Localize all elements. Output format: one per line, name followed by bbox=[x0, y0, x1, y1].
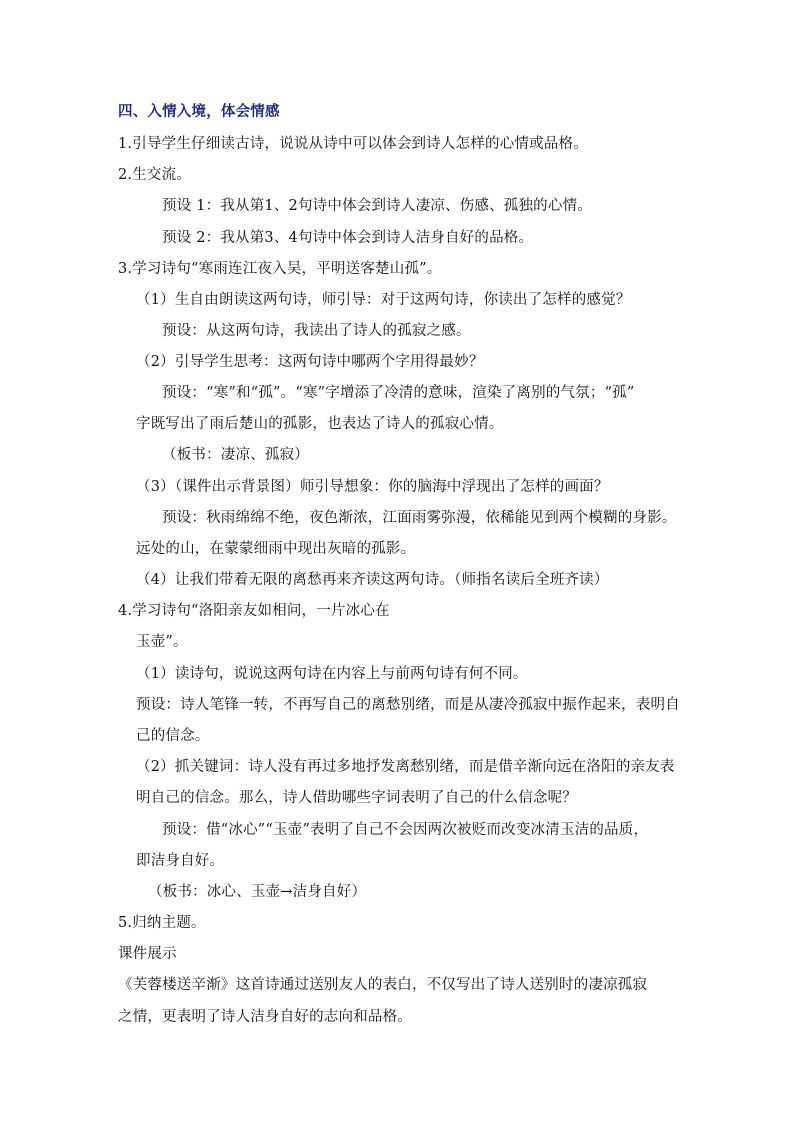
text-line: 之情，更表明了诗人洁身自好的志向和品格。 bbox=[118, 1009, 412, 1025]
text-line: 3.学习诗句“寒雨连江夜入吴，平明送客楚山孤”。 bbox=[118, 261, 442, 277]
text-line: 2.生交流。 bbox=[118, 167, 192, 183]
text-line: （4）让我们带着无限的离愁再来齐读这两句诗。（师指名读后全班齐读） bbox=[136, 572, 609, 588]
text-line: 课件展示 bbox=[118, 946, 177, 962]
text-line: 预设：诗人笔锋一转，不再写自己的离愁别绪，而是从凄冷孤寂中振作起来，表明自 bbox=[136, 697, 680, 713]
text-line: （1）生自由朗读这两句诗，师引导：对于这两句诗，你读出了怎样的感觉？ bbox=[136, 292, 631, 308]
text-line: 字既写出了雨后楚山的孤影，也表达了诗人的孤寂心情。 bbox=[136, 416, 504, 432]
text-line: 1.引导学生仔细读古诗，说说从诗中可以体会到诗人怎样的心情或品格。 bbox=[118, 136, 588, 152]
text-line: （板书：凄凉、孤寂） bbox=[162, 447, 309, 463]
text-line: 5.归纳主题。 bbox=[118, 915, 206, 931]
text-line: （1）读诗句，说说这两句诗在内容上与前两句诗有何不同。 bbox=[136, 666, 528, 682]
text-line: 预设 2：我从第3、4句诗中体会到诗人洁身自好的品格。 bbox=[162, 230, 534, 246]
text-line: （2）抓关键词：诗人没有再过多地抒发离愁别绪，而是借辛渐向远在洛阳的亲友表 bbox=[136, 759, 675, 775]
text-line: 预设：秋雨绵绵不绝，夜色渐浓，江面雨雾弥漫，依稀能见到两个模糊的身影。 bbox=[162, 510, 677, 526]
text-line: 明自己的信念。那么，诗人借助哪些字词表明了自己的什么信念呢？ bbox=[136, 790, 577, 806]
text-line: 预设：借“冰心”“玉壶”表明了自己不会因两次被贬而改变冰清玉洁的品质， bbox=[162, 822, 649, 838]
text-line: 预设：“寒”和“孤”。“寒”字增添了冷清的意味，渲染了离别的气氛；“孤” bbox=[162, 385, 635, 401]
text-line: （板书：冰心、玉壶→洁身自好） bbox=[148, 884, 367, 900]
text-line: 玉壶”。 bbox=[136, 634, 188, 650]
text-line: 预设：从这两句诗，我读出了诗人的孤寂之感。 bbox=[162, 323, 471, 339]
text-line: 预设 1：我从第1、2句诗中体会到诗人凄凉、伤感、孤独的心情。 bbox=[162, 198, 592, 214]
text-line: 己的信念。 bbox=[136, 728, 210, 744]
text-line: 《芙蓉楼送辛渐》这首诗通过送别友人的表白，不仅写出了诗人送别时的凄凉孤寂 bbox=[118, 977, 648, 993]
text-line: （2）引导学生思考：这两句诗中哪两个字用得最妙？ bbox=[136, 354, 484, 370]
text-line: 4.学习诗句“洛阳亲友如相问，一片冰心在 bbox=[118, 603, 390, 619]
section-heading: 四、入情入境，体会情感 bbox=[118, 103, 280, 120]
text-line: 远处的山，在蒙蒙细雨中现出灰暗的孤影。 bbox=[136, 541, 416, 557]
text-line: 即洁身自好。 bbox=[136, 853, 225, 869]
text-line: （3）（课件出示背景图）师引导想象：你的脑海中浮现出了怎样的画面？ bbox=[136, 479, 609, 495]
